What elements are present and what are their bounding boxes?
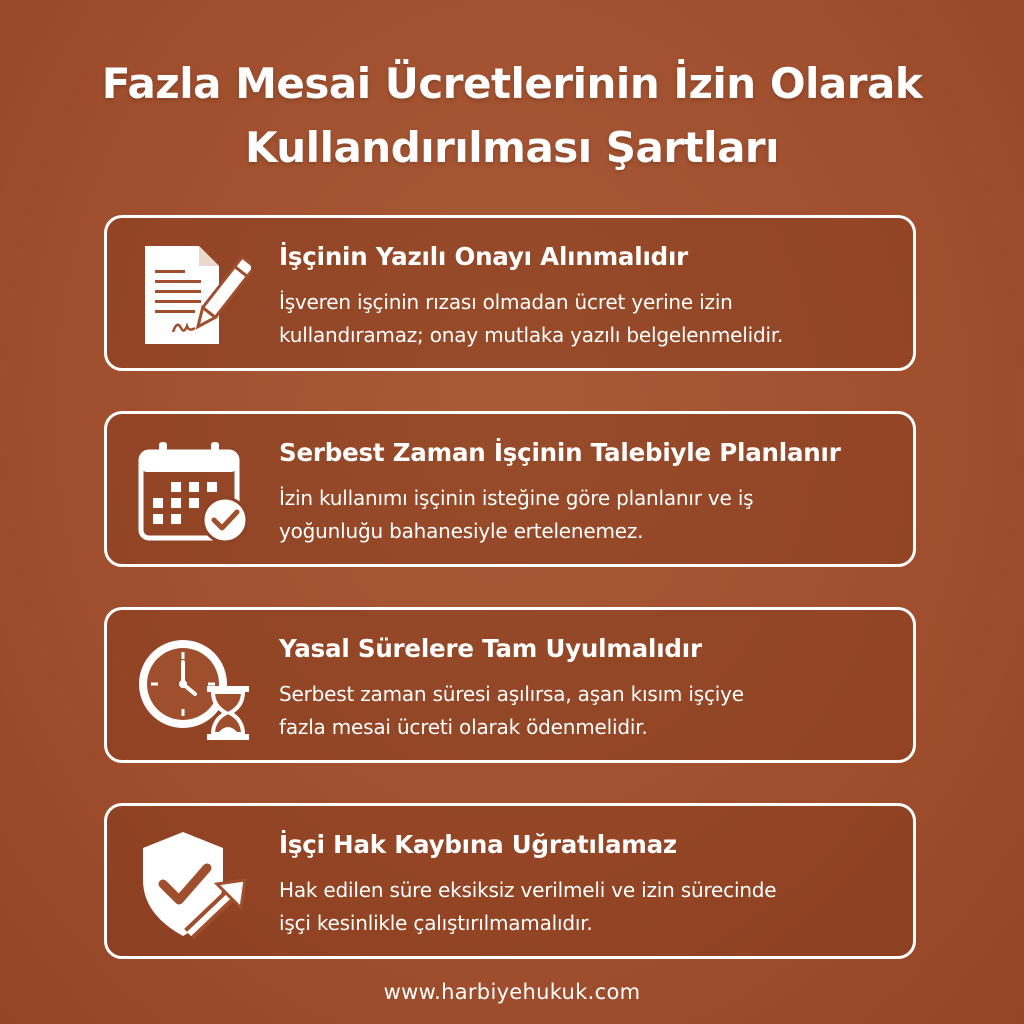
- card-description-line: kullandıramaz; onay mutlaka yazılı belgelenmelidir.: [279, 323, 784, 347]
- card-description: [279, 286, 909, 352]
- condition-card-legal-durations: [104, 607, 916, 763]
- card-description-line: işçi kesinlikle çalıştırılmamalıdır.: [279, 911, 593, 935]
- page-title-line-2: Kullandırılması Şartları: [244, 123, 780, 172]
- card-description-line: İzin kullanımı işçinin isteğine göre planlanır ve iş: [279, 486, 754, 510]
- condition-card-worker-request: [104, 411, 916, 567]
- card-description-line: yoğunluğu bahanesiyle ertelenemez.: [279, 519, 644, 543]
- condition-card-no-rights-loss: [104, 803, 916, 959]
- card-description-line: Serbest zaman süresi aşılırsa, aşan kısım işçiye: [279, 682, 744, 706]
- clock-hourglass-icon: [133, 632, 251, 744]
- card-heading: Serbest Zaman İşçinin Talebiyle Planlanır: [279, 438, 841, 467]
- website-url: www.harbiyehukuk.com: [383, 980, 641, 1004]
- page-title-line-1: Fazla Mesai Ücretlerinin İzin Olarak: [101, 59, 923, 108]
- page-title: [0, 52, 1024, 180]
- card-description: [279, 678, 909, 744]
- card-heading: Yasal Sürelere Tam Uyulmalıdır: [279, 634, 702, 663]
- card-description: [279, 482, 909, 548]
- document-signature-icon: [133, 240, 251, 352]
- card-description-line: Hak edilen süre eksiksiz verilmeli ve izin sürecinde: [279, 878, 777, 902]
- condition-card-written-consent: [104, 215, 916, 371]
- shield-check-arrow-icon: [133, 828, 251, 940]
- card-heading: İşçi Hak Kaybına Uğratılamaz: [279, 830, 677, 859]
- card-description-line: İşveren işçinin rızası olmadan ücret yerine izin: [279, 290, 733, 314]
- card-description: [279, 874, 909, 940]
- card-heading: İşçinin Yazılı Onayı Alınmalıdır: [279, 242, 689, 271]
- calendar-check-icon: [133, 436, 251, 548]
- card-description-line: fazla mesai ücreti olarak ödenmelidir.: [279, 715, 648, 739]
